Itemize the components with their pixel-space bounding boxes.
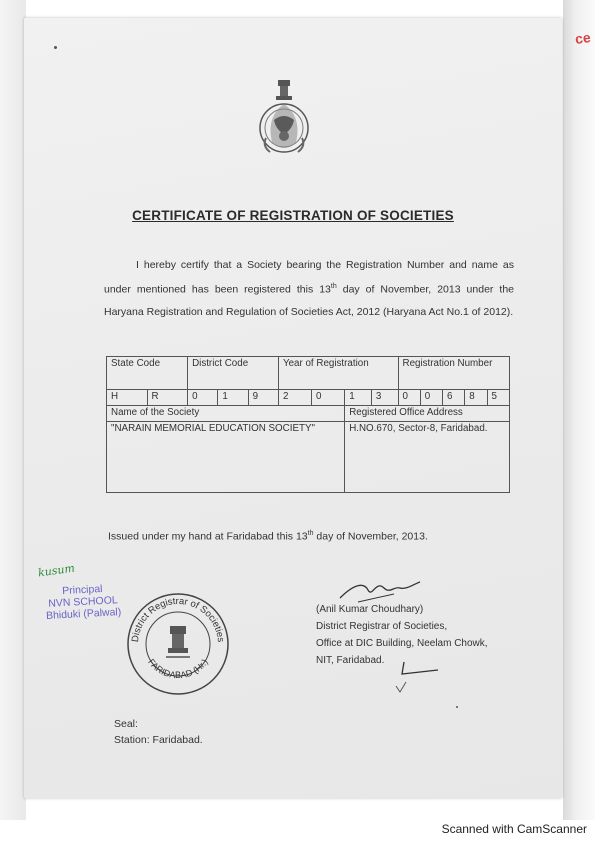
code-digit: 2: [278, 390, 311, 406]
code-digits-row: [107, 390, 510, 406]
code-digit: 0: [420, 390, 442, 406]
code-digit: 8: [465, 390, 487, 406]
code-digit: 0: [188, 390, 218, 406]
seal-label: Seal:: [114, 718, 138, 730]
red-ink-mark: ce: [574, 28, 593, 48]
code-digit: R: [147, 390, 188, 406]
office-address-value: H.NO.670, Sector-8, Faridabad.: [345, 422, 510, 493]
certification-paragraph: [104, 254, 514, 323]
header-state-code: State Code: [107, 357, 188, 390]
ordinal-suffix: th: [330, 283, 337, 290]
code-digit: 1: [345, 390, 372, 406]
speck: [456, 706, 458, 708]
registration-table: [106, 356, 510, 493]
registrar-round-seal: [124, 590, 232, 698]
ashoka-emblem-icon: [166, 626, 190, 658]
code-digit: 0: [312, 390, 345, 406]
registrar-office: Office at DIC Building, Neelam Chowk,: [316, 638, 488, 649]
code-digit: 9: [248, 390, 278, 406]
society-name-value: "NARAIN MEMORIAL EDUCATION SOCIETY": [107, 422, 345, 493]
header-year: Year of Registration: [278, 357, 398, 390]
haryana-emblem-icon: [254, 76, 314, 162]
code-digit: 5: [487, 390, 510, 406]
principal-stamp-line1: Principal: [61, 582, 103, 598]
office-address-label: Registered Office Address: [345, 406, 510, 422]
principal-stamp-line2: NVN SCHOOL: [48, 594, 118, 610]
table-header-row: [107, 357, 510, 390]
paragraph-text-2: day of November, 2013 under the Haryana Registration and Regulation of Societies Act, 2012 (Haryana Act No.1 of 2012).: [104, 283, 514, 318]
station-label: Station: Faridabad.: [114, 734, 203, 746]
background-left: [0, 0, 26, 820]
label-row: [107, 406, 510, 422]
seal-top-text: District Registrar of Societies: [129, 595, 226, 643]
value-row: [107, 422, 510, 493]
registrar-designation: District Registrar of Societies,: [316, 621, 448, 632]
issued-text-1: Issued under my hand at Faridabad this 13: [108, 530, 308, 543]
paragraph-text-1: I hereby certify that a Society bearing the Registration Number and name as under mentioned has been registered this 13: [104, 259, 514, 296]
header-registration-number: Registration Number: [398, 357, 510, 390]
principal-stamp: [27, 581, 139, 623]
code-digit: H: [107, 390, 148, 406]
header-district-code: District Code: [188, 357, 279, 390]
issued-text-2: day of November, 2013.: [313, 530, 428, 543]
pen-check-marks: [392, 656, 452, 696]
registrar-city: NIT, Faridabad.: [316, 655, 385, 666]
background-right: [563, 0, 595, 820]
ordinal-suffix: th: [307, 530, 314, 537]
society-name-label: Name of the Society: [107, 406, 345, 422]
camscanner-watermark: Scanned with CamScanner: [441, 822, 587, 836]
registrar-name: (Anil Kumar Choudhary): [316, 604, 424, 615]
code-digit: 0: [398, 390, 420, 406]
svg-text:FARIDABAD (Hr.): [146, 657, 210, 680]
code-digit: 3: [371, 390, 398, 406]
principal-stamp-line3: Bhiduki (Palwal): [45, 606, 122, 622]
principal-signature: kusum: [37, 561, 76, 580]
seal-bottom-text: FARIDABAD (Hr.): [146, 657, 210, 681]
certificate-paper: [24, 18, 562, 798]
speck: [54, 46, 57, 49]
issued-statement: [108, 530, 428, 543]
certificate-title: CERTIFICATE OF REGISTRATION OF SOCIETIES: [132, 208, 454, 223]
code-digit: 1: [218, 390, 248, 406]
code-digit: 6: [443, 390, 465, 406]
